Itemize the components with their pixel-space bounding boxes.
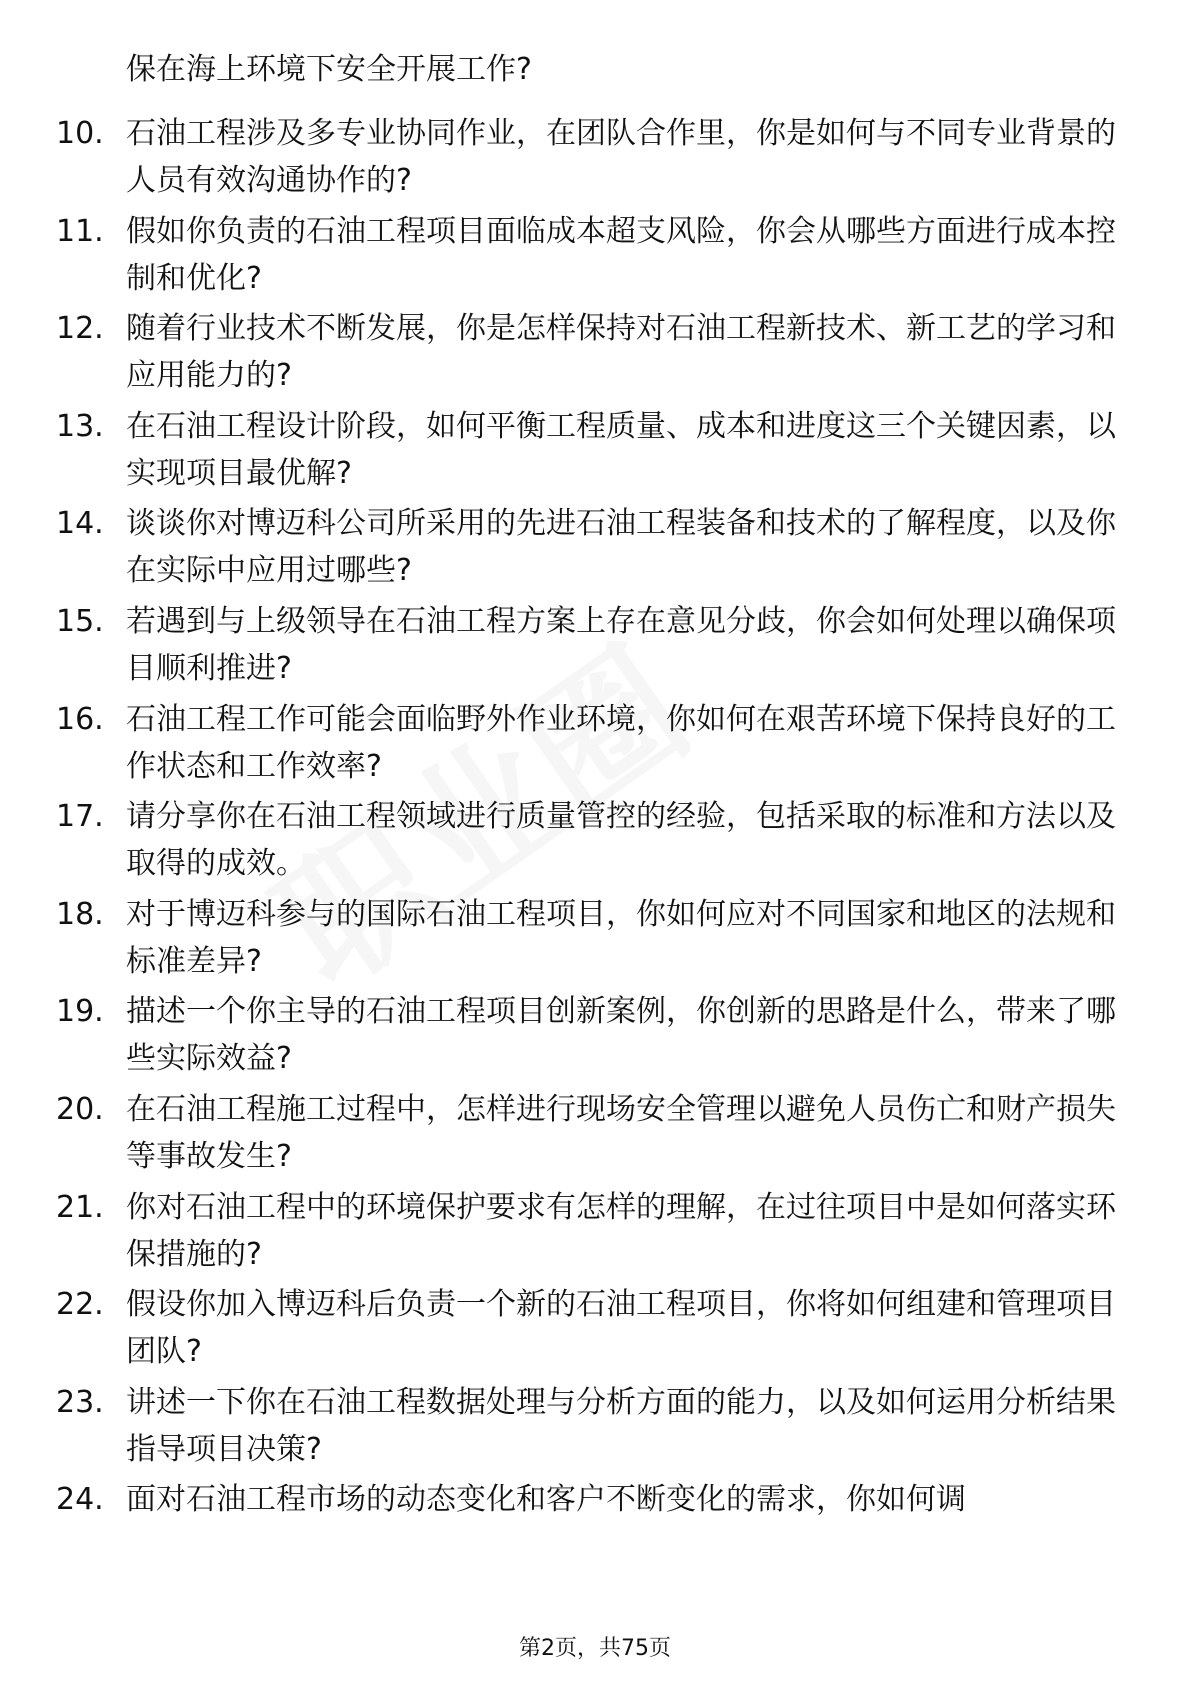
question-number: 19. — [56, 994, 104, 1030]
question-item — [0, 1184, 1190, 1282]
question-item — [0, 793, 1190, 891]
question-text: 你对石油工程中的环境保护要求有怎样的理解，在过往项目中是如何落实环保措施的? — [126, 1189, 1116, 1272]
question-text: 假设你加入博迈科后负责一个新的石油工程项目，你将如何组建和管理项目团队? — [126, 1287, 1116, 1370]
question-number: 23. — [56, 1384, 104, 1420]
page-footer: 第2页，共75页 — [519, 1636, 671, 1661]
question-text: 在石油工程设计阶段，如何平衡工程质量、成本和进度这三个关键因素，以实现项目最优解? — [126, 408, 1116, 491]
question-item — [0, 1379, 1190, 1477]
question-text: 若遇到与上级领导在石油工程方案上存在意见分歧，你会如何处理以确保项目顺利推进? — [126, 603, 1116, 686]
question-text: 谈谈你对博迈科公司所采用的先进石油工程装备和技术的了解程度，以及你在实际中应用过哪些? — [126, 506, 1116, 589]
question-number: 11. — [56, 213, 104, 249]
question-text: 石油工程涉及多专业协同作业，在团队合作里，你是如何与不同专业背景的人员有效沟通协作的? — [126, 116, 1116, 198]
question-text: 讲述一下你在石油工程数据处理与分析方面的能力，以及如何运用分析结果指导项目决策? — [126, 1384, 1116, 1467]
question-text: 随着行业技术不断发展，你是怎样保持对石油工程新技术、新工艺的学习和应用能力的? — [126, 311, 1116, 394]
question-text: 在石油工程施工过程中，怎样进行现场安全管理以避免人员伤亡和财产损失等事故发生? — [126, 1091, 1116, 1174]
question-number: 15. — [56, 603, 104, 639]
question-number: 16. — [56, 701, 104, 737]
question-text: 描述一个你主导的石油工程项目创新案例，你创新的思路是什么，带来了哪些实际效益? — [126, 994, 1116, 1077]
question-list — [0, 110, 1190, 1574]
question-item — [0, 110, 1190, 208]
question-item — [0, 500, 1190, 598]
question-text: 对于博迈科参与的国际石油工程项目，你如何应对不同国家和地区的法规和标准差异? — [126, 896, 1116, 979]
question-number: 10. — [56, 116, 104, 151]
question-text: 面对石油工程市场的动态变化和客户不断变化的需求，你如何调 — [126, 1482, 966, 1518]
question-number: 12. — [56, 311, 104, 347]
question-item — [0, 305, 1190, 403]
question-item — [0, 208, 1190, 306]
question-item — [0, 988, 1190, 1086]
question-item — [0, 696, 1190, 794]
question-number: 17. — [56, 799, 104, 835]
question-number: 20. — [56, 1091, 104, 1127]
question-number: 24. — [56, 1482, 104, 1518]
question-text: 石油工程工作可能会面临野外作业环境，你如何在艰苦环境下保持良好的工作状态和工作效率? — [126, 701, 1116, 784]
question-item — [0, 891, 1190, 989]
question-text: 请分享你在石油工程领域进行质量管控的经验，包括采取的标准和方法以及取得的成效。 — [126, 799, 1116, 882]
question-number: 22. — [56, 1287, 104, 1323]
question-item — [0, 1281, 1190, 1379]
question-item — [0, 598, 1190, 696]
continuation-text: 保在海上环境下安全开展工作? — [126, 52, 532, 87]
question-number: 21. — [56, 1189, 104, 1225]
question-number: 14. — [56, 506, 104, 542]
question-text: 假如你负责的石油工程项目面临成本超支风险，你会从哪些方面进行成本控制和优化? — [126, 213, 1116, 296]
question-number: 18. — [56, 896, 104, 932]
question-item — [0, 1086, 1190, 1184]
question-item — [0, 403, 1190, 501]
question-number: 13. — [56, 408, 104, 444]
question-item — [0, 1476, 1190, 1574]
